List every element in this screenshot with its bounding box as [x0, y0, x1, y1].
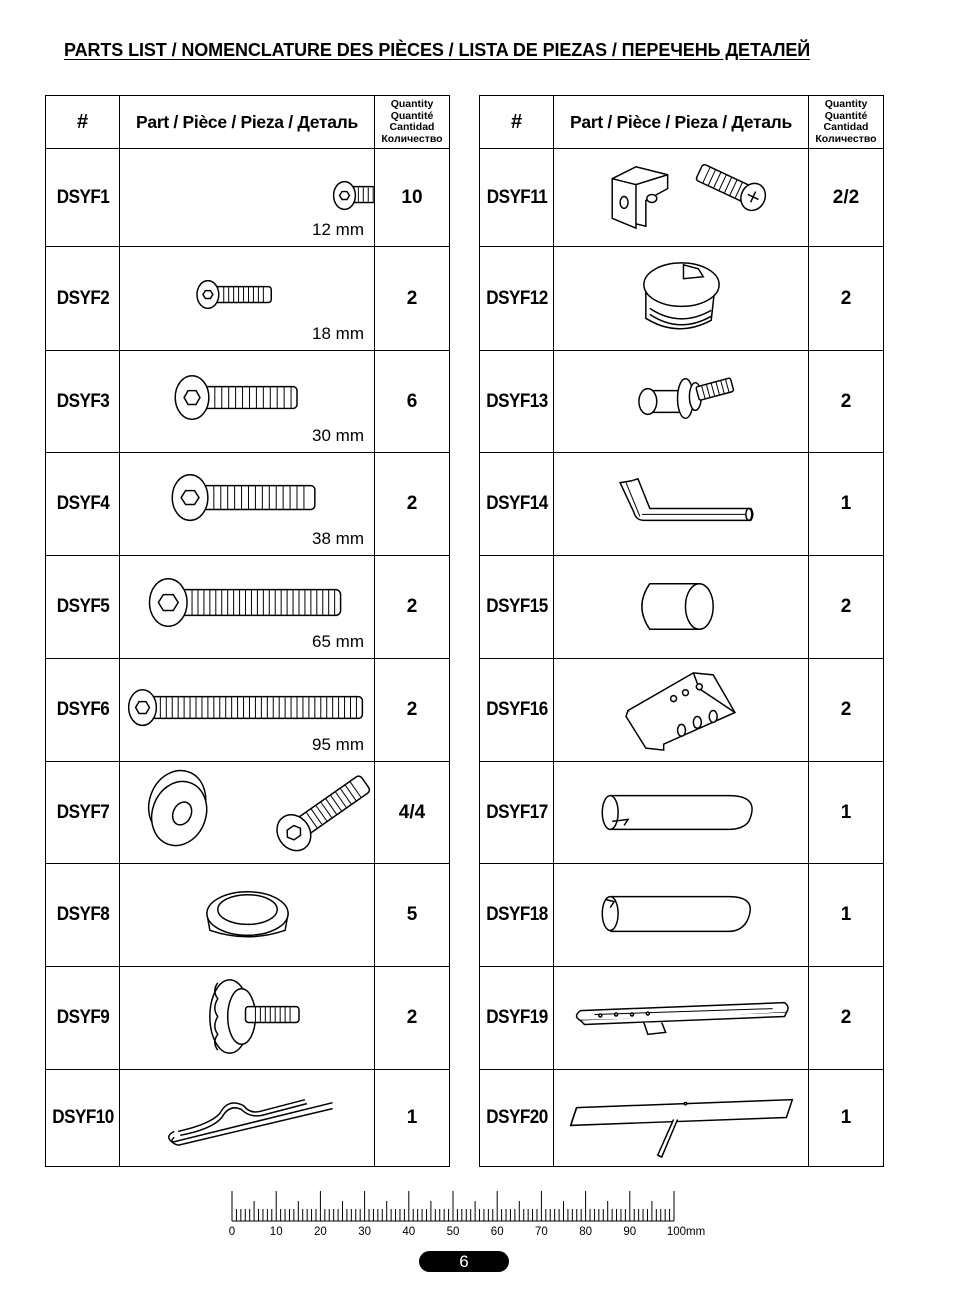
cam-bolt-icon — [554, 351, 808, 452]
tube-sleeve-icon — [554, 556, 808, 658]
knob-screw-icon — [120, 967, 374, 1069]
ruler-label: 20 — [314, 1226, 327, 1238]
part-quantity: 2 — [809, 351, 884, 453]
part-quantity: 2 — [375, 967, 450, 1070]
part-id: DSYF18 — [483, 864, 550, 967]
part-id: DSYF9 — [49, 967, 116, 1070]
part-id: DSYF16 — [483, 659, 550, 762]
foot-cap-icon — [120, 864, 374, 966]
ruler-label: 40 — [402, 1226, 416, 1238]
ruler-label: 70 — [535, 1226, 548, 1238]
part-length: 65 mm — [312, 632, 364, 651]
part-quantity: 2 — [809, 967, 884, 1070]
part-quantity: 6 — [375, 351, 450, 453]
part-quantity: 5 — [375, 864, 450, 967]
part-quantity: 1 — [809, 762, 884, 864]
part-id: DSYF10 — [49, 1070, 116, 1167]
header-number: # — [480, 96, 554, 149]
table-row — [480, 149, 884, 247]
part-id: DSYF5 — [49, 556, 116, 659]
parts-table-right — [479, 95, 884, 1167]
part-id: DSYF3 — [49, 351, 116, 453]
slide-rail-icon — [554, 967, 808, 1069]
table-row — [480, 556, 884, 659]
part-quantity: 2 — [375, 659, 450, 762]
ruler-label: 50 — [446, 1226, 460, 1238]
part-quantity: 1 — [375, 1070, 450, 1167]
table-row — [46, 351, 450, 453]
part-id: DSYF11 — [483, 149, 550, 247]
ruler-label: 0 — [228, 1226, 236, 1238]
table-row — [480, 659, 884, 762]
part-quantity: 2 — [375, 247, 450, 351]
slotted-tube-right-icon — [554, 864, 808, 966]
part-quantity: 2/2 — [809, 149, 884, 247]
table-row — [480, 967, 884, 1070]
part-quantity: 2 — [809, 659, 884, 762]
flat-bar-icon — [554, 1070, 808, 1166]
part-quantity: 10 — [375, 149, 450, 247]
table-row — [46, 864, 450, 967]
part-id: DSYF6 — [49, 659, 116, 762]
header-part: Part / Pièce / Pieza / Деталь — [554, 96, 809, 149]
washer-and-bolt-icon — [120, 762, 374, 863]
part-id: DSYF1 — [49, 149, 116, 247]
part-id: DSYF19 — [483, 967, 550, 1070]
part-id: DSYF13 — [483, 351, 550, 453]
bracket-and-screw-icon — [554, 149, 808, 246]
part-length: 30 mm — [312, 426, 364, 445]
slotted-tube-left-icon — [554, 762, 808, 863]
part-quantity: 4/4 — [375, 762, 450, 864]
table-row — [46, 247, 450, 351]
part-quantity: 2 — [375, 453, 450, 556]
part-quantity: 2 — [809, 247, 884, 351]
part-id: DSYF15 — [483, 556, 550, 659]
measurement-ruler — [220, 1185, 720, 1243]
part-quantity: 2 — [375, 556, 450, 659]
cam-lock-icon — [554, 247, 808, 350]
part-length: 18 mm — [312, 324, 364, 343]
wire-clip-icon — [120, 1070, 374, 1166]
header-quantity: Quantity Quantité Cantidad Количество — [809, 96, 884, 149]
table-row — [46, 967, 450, 1070]
ruler-label: 30 — [358, 1226, 371, 1238]
mounting-plate-icon — [554, 659, 808, 761]
header-quantity: Quantity Quantité Cantidad Количество — [375, 96, 450, 149]
table-row — [46, 453, 450, 556]
table-row — [46, 1070, 450, 1167]
part-quantity: 2 — [809, 556, 884, 659]
part-id: DSYF17 — [483, 762, 550, 864]
table-row — [46, 659, 450, 762]
part-id: DSYF12 — [483, 247, 550, 351]
ruler-label: 90 — [623, 1226, 637, 1238]
table-row — [480, 1070, 884, 1167]
page-title: PARTS LIST / NOMENCLATURE DES PIÈCES / LISTA DE PIEZAS / ПЕРЕЧЕНЬ ДЕТАЛЕЙ — [64, 40, 811, 60]
part-length: 38 mm — [312, 529, 364, 548]
ruler-label: 100mm — [666, 1226, 706, 1238]
part-id: DSYF4 — [49, 453, 116, 556]
part-id: DSYF7 — [49, 762, 116, 864]
part-id: DSYF2 — [49, 247, 116, 351]
ruler-label: 80 — [579, 1226, 592, 1238]
page-number: 6 — [419, 1251, 509, 1272]
table-row — [480, 351, 884, 453]
parts-table-left — [45, 95, 450, 1167]
header-part: Part / Pièce / Pieza / Деталь — [120, 96, 375, 149]
part-quantity: 1 — [809, 453, 884, 556]
table-row — [480, 762, 884, 864]
table-header — [46, 96, 450, 149]
part-id: DSYF20 — [483, 1070, 550, 1167]
table-row — [46, 149, 450, 247]
part-id: DSYF8 — [49, 864, 116, 967]
part-quantity: 1 — [809, 864, 884, 967]
table-row — [480, 453, 884, 556]
header-number: # — [46, 96, 120, 149]
part-quantity: 1 — [809, 1070, 884, 1167]
ruler-label: 10 — [269, 1226, 283, 1238]
part-id: DSYF14 — [483, 453, 550, 556]
table-header — [480, 96, 884, 149]
table-row — [46, 762, 450, 864]
table-row — [46, 556, 450, 659]
allen-key-icon — [554, 453, 808, 555]
table-row — [480, 864, 884, 967]
part-length: 12 mm — [312, 220, 364, 239]
part-length: 95 mm — [312, 735, 364, 754]
ruler-label: 60 — [490, 1226, 504, 1238]
table-row — [480, 247, 884, 351]
